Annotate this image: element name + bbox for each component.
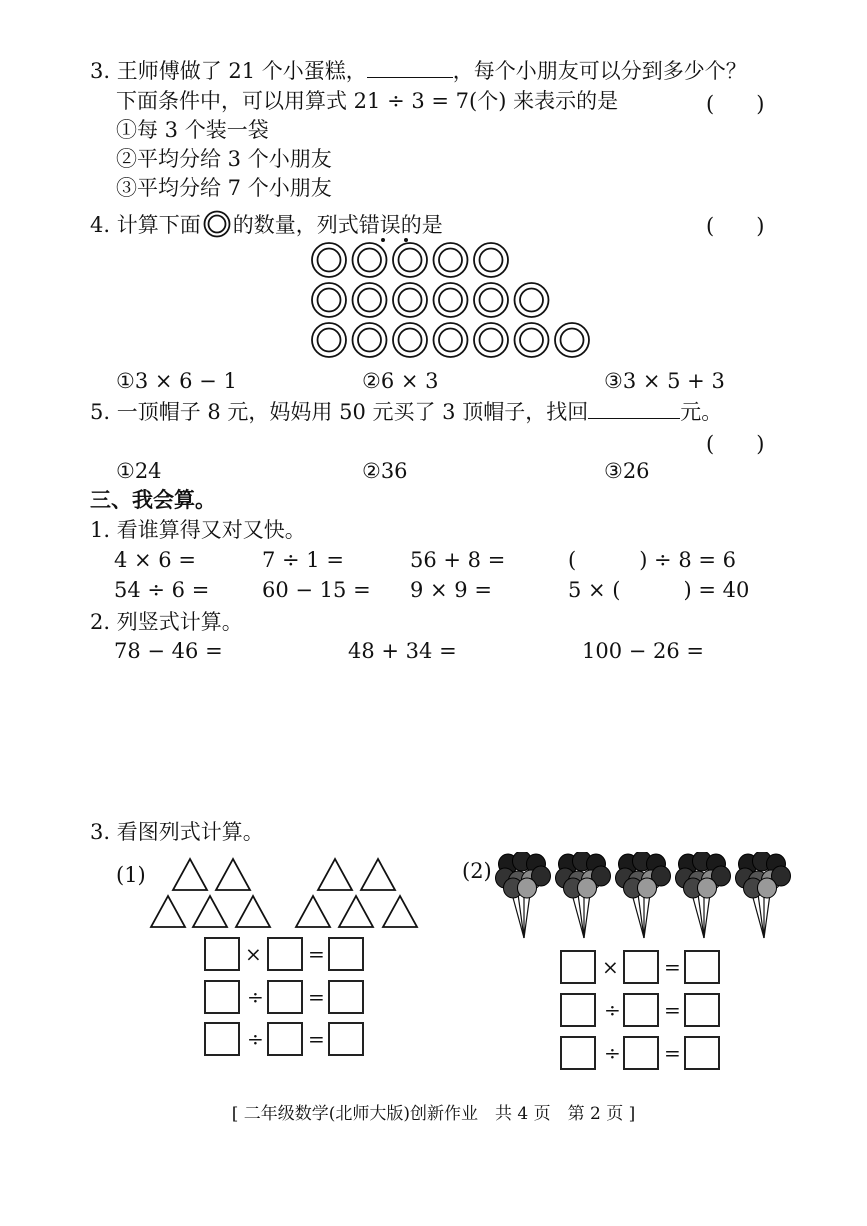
q4-line [90,210,443,238]
q3-option-1: ①每 3 个装一袋 [116,118,269,142]
double-circle-icon [312,283,346,317]
q5-answer-paren[interactable]: ( ) [706,432,765,456]
triangle-icon [361,859,395,890]
calc-2-1: 54 ÷ 6 = [114,578,210,602]
answer-box[interactable] [623,950,659,984]
operator: ÷ [604,998,621,1022]
equals-sign: = [664,955,681,979]
triangle-icon [339,896,373,927]
answer-box[interactable] [623,993,659,1027]
equals-sign: = [308,985,325,1009]
triangle-icon [236,896,270,927]
triangle-group [148,856,428,936]
double-circle-grid [305,240,605,370]
triangle-icon [383,896,417,927]
calc-1-4: ( ) ÷ 8 = 6 [568,548,736,572]
double-circle-icon [434,283,468,317]
q3-option-2: ②平均分给 3 个小朋友 [116,147,332,171]
balloon-bunch-icon [496,852,551,938]
q3-text-b: ，每个小朋友可以分到多少个？ [452,59,747,83]
vertical-calc-3: 100 − 26 = [582,639,705,663]
equals-sign: = [664,1041,681,1065]
answer-box[interactable] [684,950,720,984]
answer-box[interactable] [267,980,303,1014]
q4-option-2: ②6 × 3 [362,369,439,393]
double-circle-icon [393,243,427,277]
answer-box[interactable] [684,993,720,1027]
double-circle-icon [515,323,549,357]
q3-line1 [90,58,747,84]
operator: ÷ [247,985,264,1009]
sub3-title: 3. 看图列式计算。 [90,820,264,844]
triangle-icon [151,896,185,927]
sub1-title: 1. 看谁算得又对又快。 [90,518,306,542]
answer-box[interactable] [623,1036,659,1070]
triangle-icon [296,896,330,927]
double-circle-icon [312,243,346,277]
q5-line [90,399,722,425]
answer-box[interactable] [328,937,364,971]
double-circle-icon [555,323,589,357]
double-circle-icon [393,323,427,357]
q5-blank[interactable] [588,400,680,419]
calc-2-3: 9 × 9 = [410,578,492,602]
section-title: 三、我会算。 [90,487,216,512]
operator: × [602,955,619,979]
equals-sign: = [664,998,681,1022]
answer-box[interactable] [267,937,303,971]
q4-answer-paren[interactable]: ( ) [706,214,765,238]
answer-box[interactable] [204,1022,240,1056]
double-circle-icon [474,243,508,277]
double-circle-icon [312,323,346,357]
answer-box[interactable] [328,1022,364,1056]
q5-option-3: ③26 [604,459,650,483]
q5-text-a: 5. 一顶帽子 8 元，妈妈用 50 元买了 3 顶帽子，找回 [90,400,589,424]
answer-box[interactable] [684,1036,720,1070]
q3-blank[interactable] [367,59,453,78]
problem-1-label: (1) [116,863,146,887]
q3-option-3: ③平均分给 7 个小朋友 [116,176,332,200]
q4-prefix: 4. 计算下面 [90,213,201,237]
balloon-bunch-icon [556,852,611,938]
double-circle-icon [474,283,508,317]
double-circle-icon [353,323,387,357]
balloon-group [494,852,794,942]
page-footer: [ 二年级数学(北师大版)创新作业 共 4 页 第 2 页 ] [231,1104,636,1124]
vertical-calc-2: 48 + 34 = [348,639,457,663]
double-circle-icon [353,243,387,277]
q3-line2: 下面条件中，可以用算式 21 ÷ 3 = 7(个) 来表示的是 [116,89,619,113]
vertical-calc-1: 78 − 46 = [114,639,223,663]
double-circle-icon [474,323,508,357]
calc-2-4: 5 × ( ) = 40 [568,578,750,602]
double-circle-icon [393,283,427,317]
double-circle-icon [434,243,468,277]
balloon-bunch-icon [616,852,671,938]
answer-box[interactable] [560,950,596,984]
equals-sign: = [308,1027,325,1051]
calc-1-1: 4 × 6 = [114,548,196,572]
operator: × [245,942,262,966]
answer-box[interactable] [560,1036,596,1070]
q5-option-1: ①24 [116,459,162,483]
q4-suffix: 的数量，列式错误的是 [232,213,443,237]
answer-box[interactable] [204,980,240,1014]
q4-option-1: ①3 × 6 − 1 [116,369,237,393]
calc-2-2: 60 − 15 = [262,578,371,602]
answer-box[interactable] [204,937,240,971]
double-circle-icon [515,283,549,317]
double-circle-icon [353,283,387,317]
sub2-title: 2. 列竖式计算。 [90,610,243,634]
answer-box[interactable] [328,980,364,1014]
double-circle-icon [434,323,468,357]
calc-1-2: 7 ÷ 1 = [262,548,344,572]
triangle-icon [318,859,352,890]
equals-sign: = [308,942,325,966]
answer-box[interactable] [267,1022,303,1056]
operator: ÷ [247,1027,264,1051]
calc-1-3: 56 + 8 = [410,548,506,572]
triangle-icon [173,859,207,890]
balloon-bunch-icon [676,852,731,938]
q3-answer-paren[interactable]: ( ) [706,92,765,116]
problem-2-label: (2) [462,859,492,883]
q3-text-a: 3. 王师傅做了 21 个小蛋糕， [90,59,367,83]
double-circle-icon [201,210,233,238]
answer-box[interactable] [560,993,596,1027]
triangle-icon [216,859,250,890]
q5-option-2: ②36 [362,459,408,483]
balloon-bunch-icon [736,852,791,938]
q5-text-b: 元。 [680,400,723,424]
q4-option-3: ③3 × 5 + 3 [604,369,725,393]
triangle-icon [193,896,227,927]
operator: ÷ [604,1041,621,1065]
